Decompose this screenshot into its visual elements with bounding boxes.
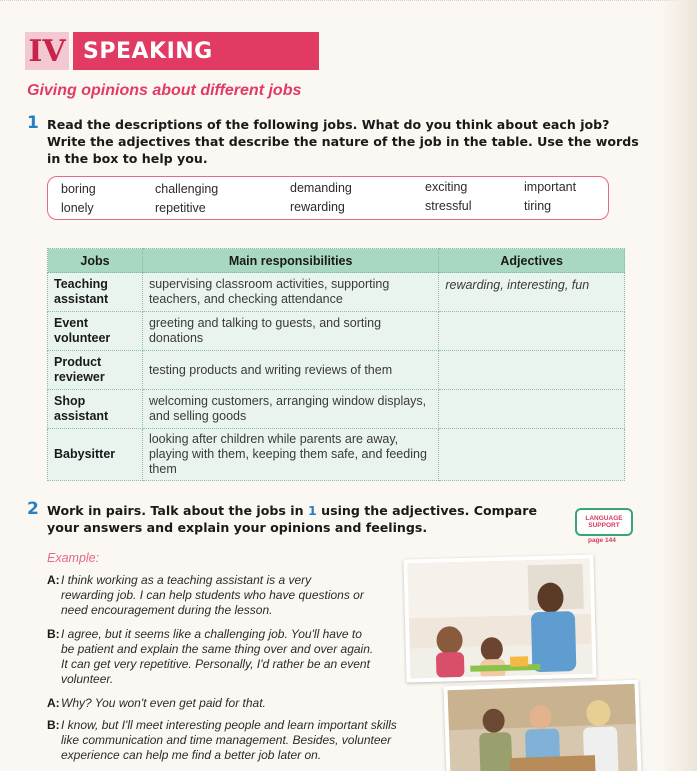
header-responsibilities: Main responsibilities (142, 249, 438, 273)
job-adjectives-answer[interactable] (439, 429, 625, 481)
word-item: challenging (155, 182, 219, 196)
speaker-label: A: (47, 573, 60, 587)
header-adjectives: Adjectives (439, 249, 625, 273)
language-support-line2: SUPPORT (588, 522, 620, 529)
word-item: rewarding (290, 200, 345, 214)
job-name: Shop assistant (48, 390, 143, 429)
lesson-subtitle: Giving opinions about different jobs (27, 82, 302, 99)
job-responsibilities: welcoming customers, arranging window displays, and selling goods (142, 390, 438, 429)
job-responsibilities: looking after children while parents are away, playing with them, keeping them safe, and feeding them (142, 429, 438, 481)
dialogue-text: I know, but I'll meet interesting people and learn important skills like communication and time management. Besides, volunteer experience can help me find a better job later on. (61, 718, 397, 762)
dialogue-text: Why? You won't even get paid for that. (61, 696, 266, 710)
job-name: Product reviewer (48, 351, 143, 390)
word-item: important (524, 180, 577, 194)
section-number: IV (25, 32, 69, 70)
section-title: SPEAKING (73, 32, 319, 70)
example-label: Example: (47, 551, 100, 565)
dialogue-text: I agree, but it seems like a challenging job. You'll have to be patient and explain the same thing over and over again. It can get very repetitive. Personally, I'd rather be an event volunteer. (61, 627, 374, 686)
table-row (48, 351, 625, 390)
teaching-assistant-photo (403, 555, 596, 683)
speaker-label: A: (47, 696, 60, 710)
classroom-illustration (408, 558, 597, 682)
language-support-button[interactable] (575, 508, 633, 536)
task-1 (27, 113, 642, 167)
job-name: Babysitter (48, 429, 143, 481)
language-support-line1: LANGUAGE (585, 515, 623, 522)
job-responsibilities: greeting and talking to guests, and sorting donations (142, 312, 438, 351)
word-box (47, 176, 609, 220)
job-adjectives-answer[interactable] (439, 390, 625, 429)
word-item: exciting (425, 180, 468, 194)
task-2-number: 2 (27, 499, 39, 519)
header-jobs: Jobs (48, 249, 143, 273)
job-adjectives-answer[interactable] (439, 351, 625, 390)
dialogue-line (47, 573, 367, 618)
table-header-row (48, 249, 625, 273)
job-responsibilities: supervising classroom activities, supporting teachers, and checking attendance (142, 273, 438, 312)
speaker-label: B: (47, 718, 60, 732)
jobs-table (47, 248, 625, 481)
dialogue-text: I think working as a teaching assistant is a very rewarding job. I can help students who have questions or need encouragement during the lesson. (61, 573, 364, 617)
page-binding-shadow (659, 0, 697, 771)
table-row (48, 390, 625, 429)
task-2-text (27, 499, 547, 536)
word-item: lonely (61, 201, 94, 215)
task-2-text-before: Work in pairs. Talk about the jobs in (47, 503, 308, 518)
table-row (48, 312, 625, 351)
word-item: tiring (524, 199, 552, 213)
job-name: Teaching assistant (48, 273, 143, 312)
table-row (48, 429, 625, 481)
dialogue-line (47, 627, 377, 687)
dialogue-line (47, 696, 407, 711)
word-item: boring (61, 182, 96, 196)
job-adjectives-answer[interactable]: rewarding, interesting, fun (439, 273, 625, 312)
page-top-edge (0, 0, 697, 4)
word-item: stressful (425, 199, 472, 213)
task-2-text-after: using the adjectives. Compare your answers and explain your opinions and feelings. (47, 503, 538, 535)
language-support-page: page 144 (588, 537, 616, 544)
section-header (25, 32, 319, 70)
task-2-reference: 1 (307, 503, 317, 518)
job-adjectives-answer[interactable] (439, 312, 625, 351)
task-1-text: Read the descriptions of the following jobs. What do you think about each job? Write the adjectives that describe the nature of the job in the table. Use the words in the box to help you. (47, 117, 639, 166)
volunteers-photo (443, 680, 641, 771)
dialogue-line (47, 718, 415, 763)
word-item: demanding (290, 181, 352, 195)
task-1-number: 1 (27, 113, 39, 133)
word-item: repetitive (155, 201, 206, 215)
job-responsibilities: testing products and writing reviews of them (142, 351, 438, 390)
job-name: Event volunteer (48, 312, 143, 351)
task-2 (27, 499, 547, 536)
table-row (48, 273, 625, 312)
volunteers-illustration (448, 683, 642, 771)
speaker-label: B: (47, 627, 60, 641)
